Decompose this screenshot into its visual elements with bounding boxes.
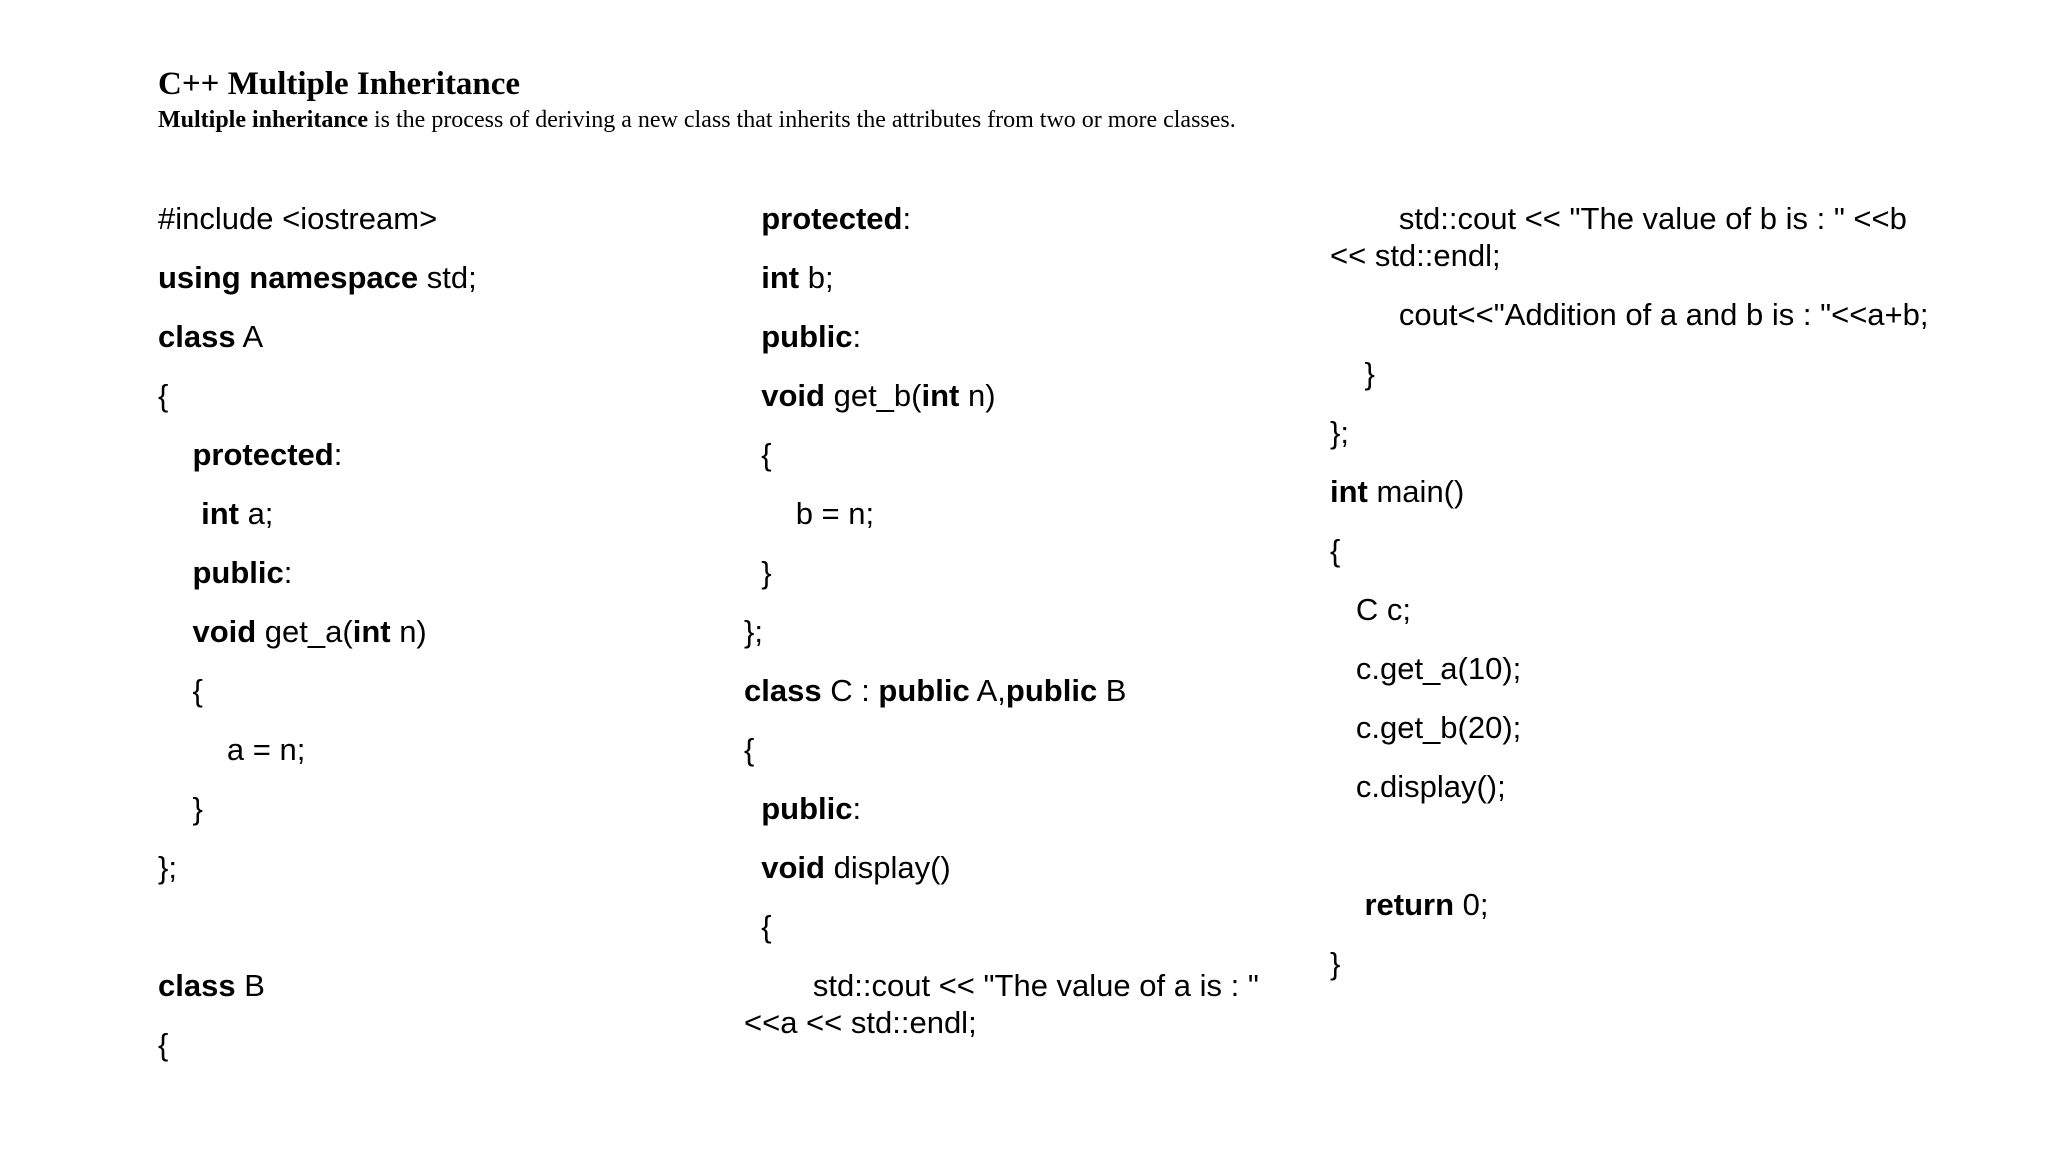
code-keyword: public — [761, 319, 853, 354]
code-text: main() — [1367, 474, 1465, 509]
code-text: c.display(); — [1330, 769, 1506, 804]
code-text — [744, 319, 761, 354]
code-line — [744, 200, 1314, 237]
code-column-2 — [744, 200, 1314, 1063]
code-text: cout<<"Addition of a and b is : "<<a+b; — [1330, 297, 1929, 332]
code-keyword: int — [352, 614, 391, 649]
code-line — [1330, 886, 1930, 923]
code-line — [158, 554, 718, 591]
code-text: : — [333, 437, 343, 472]
code-text: a; — [238, 496, 274, 531]
code-text — [744, 260, 761, 295]
code-text: { — [158, 378, 169, 413]
code-line — [744, 967, 1314, 1041]
code-keyword: int — [201, 496, 239, 531]
code-line — [1330, 296, 1930, 333]
code-line — [744, 377, 1314, 414]
code-text — [744, 791, 761, 826]
code-keyword: class — [158, 968, 236, 1003]
code-line — [744, 495, 1314, 532]
code-line — [158, 908, 718, 945]
code-line — [158, 377, 718, 414]
code-line — [744, 613, 1314, 650]
code-text: b; — [799, 260, 834, 295]
code-line — [1330, 355, 1930, 392]
code-text: b = n; — [744, 496, 875, 531]
code-line — [158, 200, 718, 237]
code-line — [158, 790, 718, 827]
code-text: } — [1330, 356, 1375, 391]
code-text: c.get_a(10); — [1330, 651, 1522, 686]
code-line — [744, 849, 1314, 886]
code-text: }; — [1330, 415, 1349, 450]
code-keyword: void — [192, 614, 257, 649]
code-text: display() — [824, 850, 951, 885]
code-keyword: void — [761, 378, 825, 413]
code-keyword: void — [761, 850, 825, 885]
code-text — [744, 378, 761, 413]
code-text — [1330, 887, 1364, 922]
code-text: { — [158, 1027, 169, 1062]
code-line — [744, 790, 1314, 827]
code-text: }; — [158, 850, 177, 885]
code-text: std::cout << "The value of a is : " <<a << std::endl; — [744, 968, 1268, 1040]
code-text: : — [852, 791, 862, 826]
page-title: C++ Multiple Inheritance — [158, 66, 521, 102]
code-text: } — [744, 555, 772, 590]
code-column-1 — [158, 200, 718, 1085]
code-keyword: using namespace — [158, 260, 419, 295]
code-keyword: return — [1364, 887, 1455, 922]
page-subtitle — [158, 105, 1236, 135]
code-line — [158, 436, 718, 473]
code-keyword: protected — [192, 437, 334, 472]
code-line — [158, 1026, 718, 1063]
subtitle-text: is the process of deriving a new class that inherits the attributes from two or more classes. — [367, 107, 1236, 133]
code-line — [158, 849, 718, 886]
code-keyword: public — [878, 673, 970, 708]
code-text: { — [744, 437, 772, 472]
code-keyword: protected — [761, 201, 903, 236]
code-line — [1330, 768, 1930, 805]
code-line — [1330, 200, 1930, 274]
code-text: } — [1330, 946, 1341, 981]
code-line — [158, 967, 718, 1004]
code-text: : — [283, 555, 293, 590]
code-line — [744, 259, 1314, 296]
code-text: B — [1097, 673, 1127, 708]
code-text: { — [1330, 533, 1341, 568]
code-text — [158, 437, 192, 472]
code-line — [744, 731, 1314, 768]
code-line — [744, 672, 1314, 709]
code-text: get_b( — [824, 378, 922, 413]
code-text — [158, 555, 192, 590]
code-keyword: int — [1330, 474, 1368, 509]
code-text: : — [902, 201, 912, 236]
code-line — [1330, 414, 1930, 451]
code-line — [1330, 650, 1930, 687]
code-line — [744, 908, 1314, 945]
code-keyword: class — [744, 673, 822, 708]
code-line — [158, 318, 718, 355]
code-keyword: public — [761, 791, 853, 826]
code-text: : — [852, 319, 862, 354]
code-text: std::cout << "The value of b is : " <<b << std::endl; — [1330, 201, 1916, 273]
code-line — [158, 259, 718, 296]
code-line — [744, 436, 1314, 473]
subtitle-bold-term: Multiple inheritance — [158, 107, 368, 133]
code-text — [158, 614, 192, 649]
code-text: } — [158, 791, 203, 826]
code-text: get_a( — [256, 614, 353, 649]
code-text: a = n; — [158, 732, 306, 767]
code-text: { — [744, 732, 755, 767]
code-text: 0; — [1454, 887, 1489, 922]
code-text: C c; — [1330, 592, 1411, 627]
code-line — [158, 613, 718, 650]
code-keyword: int — [921, 378, 960, 413]
code-line — [158, 495, 718, 532]
code-line — [1330, 532, 1930, 569]
code-line — [1330, 945, 1930, 982]
code-line — [1330, 827, 1930, 864]
code-text: A, — [969, 673, 1006, 708]
code-text: { — [744, 909, 772, 944]
code-keyword: int — [761, 260, 800, 295]
code-text: c.get_b(20); — [1330, 710, 1522, 745]
code-text: A — [235, 319, 264, 354]
code-line — [158, 731, 718, 768]
code-line — [1330, 591, 1930, 628]
code-text — [744, 850, 761, 885]
code-keyword: public — [192, 555, 284, 590]
code-column-3 — [1330, 200, 1930, 1004]
code-text: n) — [959, 378, 996, 413]
code-text: std; — [418, 260, 477, 295]
code-line — [744, 318, 1314, 355]
code-text: { — [158, 673, 203, 708]
code-text — [158, 496, 201, 531]
code-text: C : — [821, 673, 879, 708]
code-keyword: public — [1005, 673, 1098, 708]
code-line — [158, 672, 718, 709]
code-text: B — [235, 968, 265, 1003]
code-keyword: class — [158, 319, 236, 354]
code-line — [1330, 473, 1930, 510]
code-text — [744, 201, 761, 236]
code-text: n) — [390, 614, 427, 649]
code-text: #include <iostream> — [158, 201, 438, 236]
code-line — [744, 554, 1314, 591]
code-text: }; — [744, 614, 763, 649]
code-line — [1330, 709, 1930, 746]
